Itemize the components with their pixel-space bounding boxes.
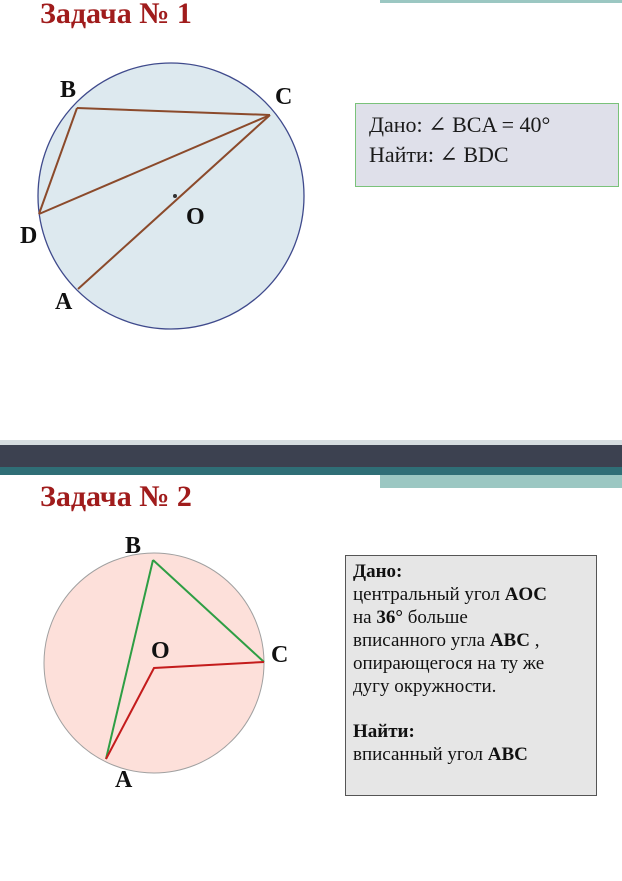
task2-line-5: дугу окружности. [353,676,497,697]
task2-line-1: центральный угол AOC [353,584,547,605]
task2-find-heading: Найти: [353,721,415,742]
task2-title: Задача № 2 [40,480,192,513]
task1-find-text: Найти: ∠ BDC [369,142,509,167]
task1-title: Задача № 1 [40,0,192,30]
point-a-label: A [55,289,73,315]
point-b-label: B [60,77,77,103]
point-a-label: A [115,767,133,793]
task2-line-3: вписанного угла ABC , [353,630,540,651]
task2-line-4: опирающегося на ту же [353,653,545,674]
point-c-label: C [271,642,289,668]
task1-given-text: Дано: ∠ BCA = 40° [369,112,551,137]
task2-given-heading: Дано: [353,561,403,582]
point-o-label: O [151,638,170,664]
task2-find-line: вписанный угол ABC [353,744,528,765]
point-c-label: C [275,84,293,110]
task2-line-2: на 36° больше [353,607,468,628]
task2-given-box [345,555,597,796]
point-b-label: B [125,533,142,559]
point-o-label: O [186,204,205,230]
point-d-label: D [20,223,38,249]
